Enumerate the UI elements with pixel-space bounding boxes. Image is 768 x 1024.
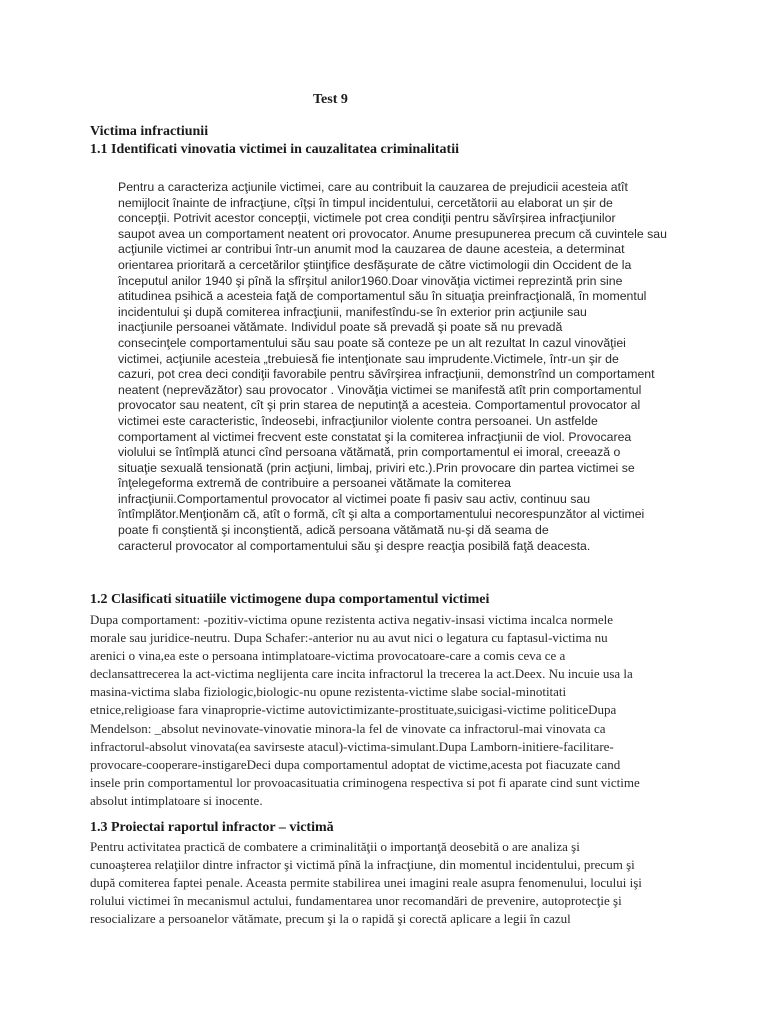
document-title: Test 9 [313, 92, 348, 107]
text-line: Mendelson: _absolut nevinovate-vinovatie minora-la fel de vinovate ca infractorul-mai vinovata ca [90, 720, 606, 736]
section-1-2-body [90, 611, 640, 810]
text-line: neatent (neprevăzător) sau provocator . Vinovăţia victimei se manifestă atît prin comportamentul [118, 382, 642, 397]
text-line: resocializare a persoanelor vătămate, precum şi la o rapidă şi corectă aplicare a legii în cazul [90, 911, 571, 927]
text-line: declansattrecerea la act-victima neglijenta care incita infractorul la trecerea la act.Deex. Nu incuie usa la [90, 666, 633, 682]
text-line: infractorul-absolut vinovata(ea savirseste atacul)-victima-simulant.Dupa Lamborn-initiere-facilitare- [90, 738, 614, 754]
text-line: infracţiunii.Comportamentul provocator al victimei poate fi pasiv sau activ, continuu sau [118, 491, 591, 506]
text-line: victimei, acţiunile acesteia „trebuiesă fie intenţionate sau imprudente.Victimele, într-un şir de [118, 351, 619, 366]
text-line: consecinţele comportamentului său sau poate să conteze pe un alt rezultat In cazul vinovăţiei [118, 335, 626, 350]
text-line: arenici o vina,ea este o persoana intimplatoare-victima provocatoare-care a comis ceva ce a [90, 648, 566, 664]
text-line: întîmplător.Menţionăm că, atît o formă, cît şi alta a comportamentului necorespunzător al victimei [118, 507, 645, 522]
text-line: înţelegeforma extremă de contribuire a persoanei vătămate la comiterea [118, 476, 512, 491]
section-1-1-heading: 1.1 Identificati vinovatia victimei in cauzalitatea criminalitatii [90, 142, 459, 157]
text-line: după comiterea faptei penale. Aceasta permite stabilirea unei imagini reale asupra fenomenului, locului işi [90, 875, 642, 891]
text-line: orientarea prioritară a cercetărilor ştiinţifice desfășurate de către victimologii din Occident de la [118, 257, 632, 272]
text-line: începutul anilor 1940 şi pînă la sfîrşitul anilor1960.Doar vinovăţia victimei reprezintă prin sine [118, 273, 623, 288]
text-line: cunoaşterea relaţiilor dintre infractor şi victimă pînă la infracţiune, din momentul incidentului, precum şi [90, 857, 635, 873]
text-line: victimei este caracteristic, îndeosebi, infracţiunilor violente contra persoanei. Un astfelde [118, 413, 598, 428]
text-line: incidentului şi după comiterea infracţiunii, manifestîndu-se în exterior prin acţiunile sau [118, 304, 587, 319]
text-line: Pentru activitatea practică de combatere a criminalităţii o importanţă deosebită o are analiza şi [90, 839, 580, 854]
text-line: acţiunile victimei ar contribui într-un anumit mod la cauzarea de daune acesteia, a determinat [118, 242, 625, 257]
text-line: Dupa comportament: -pozitiv-victima opune rezistenta activa negativ-insasi victima incalca normele [90, 612, 614, 627]
text-line: provocare-cooperare-instigareDeci dupa comportamentul adoptat de victime,acesta pot fiacuzate cand [90, 756, 621, 772]
section-1-2-heading: 1.2 Clasificati situatiile victimogene dupa comportamentul victimei [90, 592, 490, 607]
text-line: poate fi conştientă şi inconştientă, adică persoana vătămată nu-şi dă seama de [118, 523, 549, 538]
text-line: nemijlocit înainte de infracţiune, cîţși în timpul incidentului, cercetătorii au elaborat un șir de [118, 195, 613, 210]
text-line: cazuri, pot crea deci condiţii favorabile pentru săvîrşirea infracţiunii, demonstrînd un comportament [118, 367, 655, 382]
text-line: atitudinea psihică a acesteia faţă de comportamentul său în situaţia preinfracţională, în momentul [118, 289, 647, 304]
text-line: violului se întîmplă atunci cînd persoana vătămată, prin comportamentul ei imoral, creează o [118, 445, 621, 460]
text-line: inacţiunile persoanei vătămate. Individul poate să prevadă şi poate să nu prevadă [118, 320, 563, 335]
text-line: rolului victimei în mecanismul actului, fundamentarea unor recomandări de prevenire, autoprotecţie şi [90, 893, 622, 909]
section-1-3-body [90, 838, 642, 928]
text-line: situaţie sexuală tensionată (prin acţiuni, limbaj, priviri etc.).Prin provocare din partea victimei se [118, 460, 635, 475]
text-line: masina-victima slaba fiziologic,biologic-nu opune rezistenta-victime slabe social-minotitati [90, 684, 567, 700]
text-line: saupot avea un comportament neatent ori provocator. Anume presupunerea precum că cuvintele sau [118, 226, 667, 241]
section-1-1-body [118, 180, 667, 554]
text-line: morale sau juridice-neutru. Dupa Schafer:-anterior nu au avut nici o legatura cu faptasul-victima nu [90, 630, 608, 646]
text-line: Pentru a caracteriza acţiunile victimei, care au contribuit la cauzarea de prejudicii acesteia atît [118, 180, 628, 194]
text-line: concepţii. Potrivit acestor concepţii, victimele pot crea condiţii pentru săvîrșirea infracţiunilor [118, 211, 616, 226]
text-line: etnice,religioase fara vinaproprie-victime autovictimizante-prostituate,suicigasi-victime politiceDupa [90, 702, 617, 718]
text-line: absolut intimplatoare si inocente. [90, 792, 263, 808]
section-1-3-heading: 1.3 Proiectai raportul infractor – victimă [90, 820, 334, 835]
text-line: comportament al victimei frecvent este constatat şi la comiterea infracţiunii de viol. Provocarea [118, 429, 632, 444]
topic-heading: Victima infractiunii [90, 124, 209, 139]
text-line: insele prin comportamentul lor provoacasituatia criminogena respectiva si pot fi aparate cind sunt victime [90, 774, 640, 790]
text-line: caracterul provocator al comportamentului său şi despre reacţia posibilă faţă deacesta. [118, 538, 591, 553]
text-line: provocator sau neatent, cît şi prin starea de neputinţă a acesteia. Comportamentul provocator al [118, 398, 641, 413]
